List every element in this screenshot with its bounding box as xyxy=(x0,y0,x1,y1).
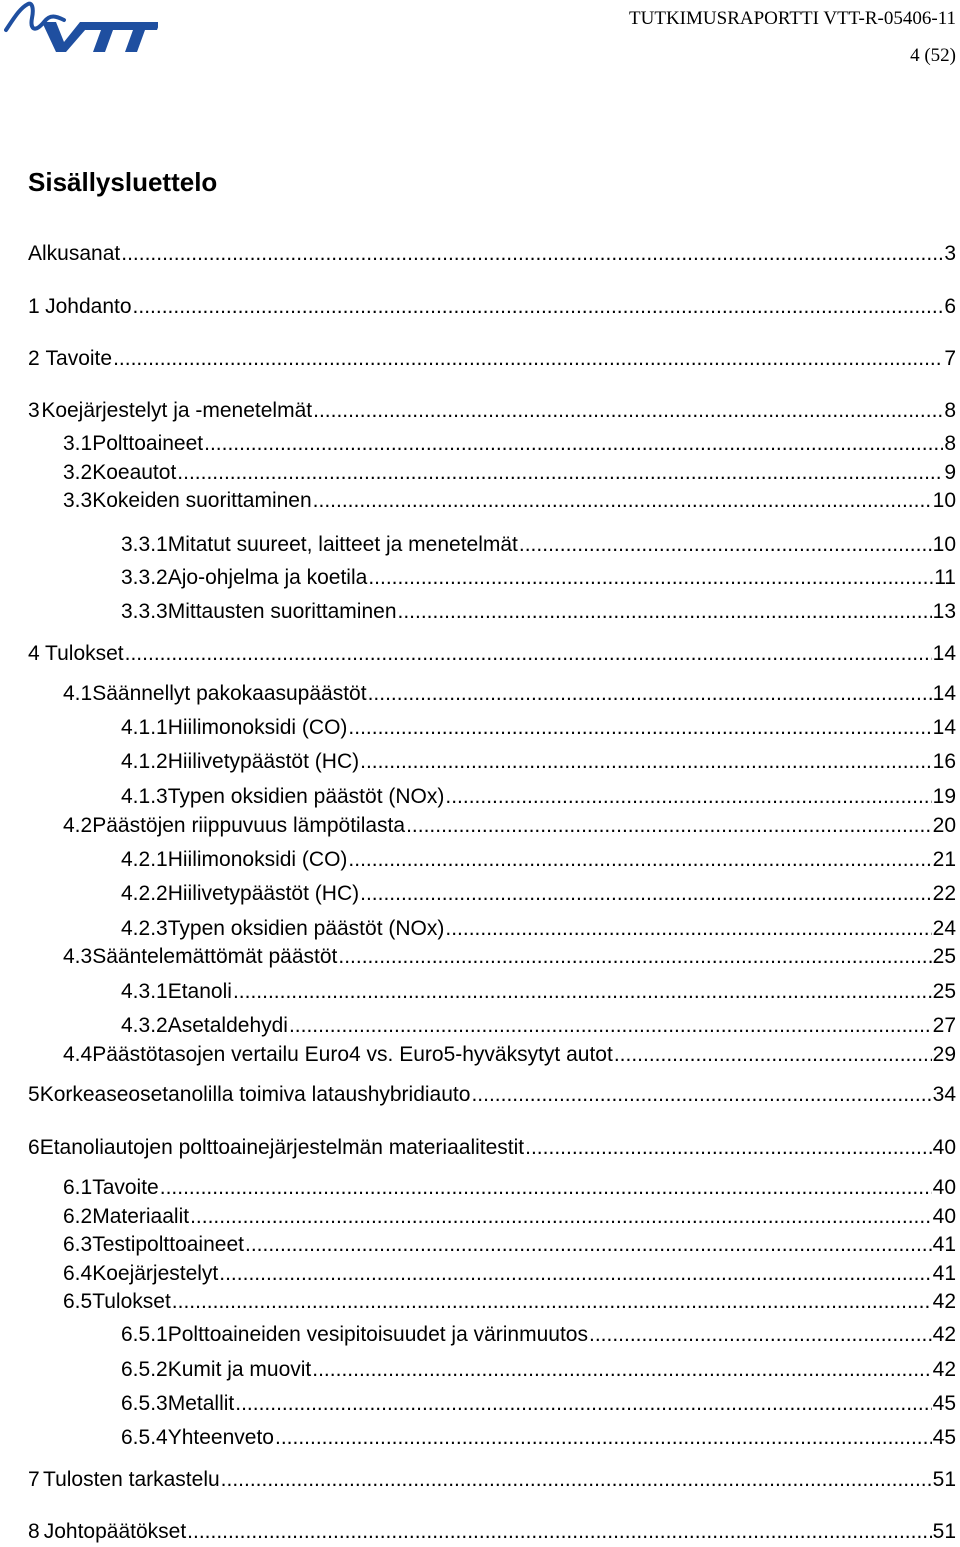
toc-entry-label: Koejärjestelyt xyxy=(92,1262,219,1285)
toc-entry[interactable] xyxy=(0,1259,956,1289)
dot-leader xyxy=(235,1389,931,1419)
toc-entry-label: Testipolttoaineet xyxy=(92,1233,244,1256)
toc-entry-page: 22 xyxy=(932,882,956,905)
toc-entry-label: Alkusanat xyxy=(28,242,121,265)
toc-entry-page: 51 xyxy=(932,1520,956,1543)
toc-entry-number: 4.1.3 xyxy=(121,785,168,808)
dot-leader xyxy=(348,713,931,743)
toc-entry-number: 8 xyxy=(28,1520,40,1543)
toc-entry-number: 6.2 xyxy=(63,1205,93,1228)
toc-entry-number: 3.2 xyxy=(63,461,93,484)
toc-entry-number: 6.3 xyxy=(63,1233,93,1256)
dot-leader xyxy=(471,1080,931,1110)
toc-entry-page: 3 xyxy=(944,242,956,265)
dot-leader xyxy=(221,1465,932,1495)
toc-entry-label: Tavoite xyxy=(92,1176,159,1199)
toc-entry-page: 9 xyxy=(944,461,956,484)
dot-leader xyxy=(368,679,932,709)
toc-entry[interactable] xyxy=(0,1080,956,1110)
dot-leader xyxy=(445,782,931,812)
toc-entry-number: 4.3.2 xyxy=(121,1014,168,1037)
toc-entry-number: 3.3.3 xyxy=(121,600,168,623)
dot-leader xyxy=(368,563,933,593)
toc-entry-label: Koeautot xyxy=(92,461,177,484)
toc-entry[interactable] xyxy=(0,239,956,269)
dot-leader xyxy=(289,1011,932,1041)
toc-entry-page: 21 xyxy=(932,848,956,871)
toc-entry-page: 40 xyxy=(932,1205,956,1228)
dot-leader xyxy=(360,879,932,909)
page-title: Sisällysluettelo xyxy=(28,167,218,197)
toc-entry-page: 25 xyxy=(932,980,956,1003)
dot-leader xyxy=(204,429,943,459)
toc-entry-page: 41 xyxy=(932,1262,956,1285)
toc-entry[interactable] xyxy=(0,914,956,944)
toc-entry-page: 24 xyxy=(932,917,956,940)
toc-entry-label: Yhteenveto xyxy=(167,1426,274,1449)
toc-entry-label: Hiilivetypäästöt (HC) xyxy=(167,882,360,905)
toc-entry-number: 2 xyxy=(28,347,40,370)
toc-entry[interactable] xyxy=(0,1173,956,1203)
toc-entry[interactable] xyxy=(0,530,956,560)
dot-leader xyxy=(398,597,932,627)
toc-entry[interactable] xyxy=(0,292,956,322)
toc-entry-label: Etanoliautojen polttoainejärjestelmän materiaalitestit xyxy=(39,1136,525,1159)
toc-entry[interactable] xyxy=(0,747,956,777)
toc-entry[interactable] xyxy=(0,811,956,841)
toc-entry-page: 45 xyxy=(932,1392,956,1415)
dot-leader xyxy=(190,1202,932,1232)
toc-entry[interactable] xyxy=(0,1465,956,1495)
toc-entry-number: 4.4 xyxy=(63,1043,93,1066)
toc-entry[interactable] xyxy=(0,679,956,709)
toc-entry[interactable] xyxy=(0,713,956,743)
dot-leader xyxy=(121,239,943,269)
toc-entry-number: 4 xyxy=(28,642,40,665)
dot-leader xyxy=(312,1355,931,1385)
toc-entry-number: 4.1 xyxy=(63,682,93,705)
toc-entry-page: 42 xyxy=(932,1323,956,1346)
toc-entry-page: 41 xyxy=(932,1233,956,1256)
toc-entry[interactable] xyxy=(0,942,956,972)
dot-leader xyxy=(614,1040,932,1070)
toc-entry-number: 3 xyxy=(28,399,40,422)
dot-leader xyxy=(245,1230,932,1260)
toc-entry-number: 3.1 xyxy=(63,432,93,455)
toc-entry[interactable] xyxy=(0,344,956,374)
dot-leader xyxy=(233,977,932,1007)
toc-entry-label: Mittausten suorittaminen xyxy=(167,600,397,623)
toc-entry-page: 14 xyxy=(932,682,956,705)
dot-leader xyxy=(113,344,943,374)
toc-entry-label: Hiilimonoksidi (CO) xyxy=(167,848,348,871)
toc-entry-page: 40 xyxy=(932,1176,956,1199)
toc-entry-label: Johdanto xyxy=(45,295,132,318)
dot-leader xyxy=(275,1423,932,1453)
toc-entry-page: 45 xyxy=(932,1426,956,1449)
dot-leader xyxy=(445,914,931,944)
dot-leader xyxy=(125,639,932,669)
toc-entry[interactable] xyxy=(0,396,956,426)
toc-entry-label: Typen oksidien päästöt (NOx) xyxy=(167,917,445,940)
toc-entry[interactable] xyxy=(0,1202,956,1232)
toc-entry-number: 5 xyxy=(28,1083,40,1106)
toc-entry[interactable] xyxy=(0,1011,956,1041)
toc-entry-number: 6.5 xyxy=(63,1290,93,1313)
toc-entry-number: 7 xyxy=(28,1468,40,1491)
toc-entry-number: 1 xyxy=(28,295,40,318)
toc-entry-number: 4.1.2 xyxy=(121,750,168,773)
dot-leader xyxy=(360,747,932,777)
toc-entry-number: 4.2.2 xyxy=(121,882,168,905)
toc-entry[interactable] xyxy=(0,429,956,459)
dot-leader xyxy=(219,1259,931,1289)
toc-entry[interactable] xyxy=(0,1423,956,1453)
toc-entry[interactable] xyxy=(0,1133,956,1163)
toc-entry-number: 6.5.3 xyxy=(121,1392,168,1415)
toc-entry-number: 4.1.1 xyxy=(121,716,168,739)
dot-leader xyxy=(187,1517,931,1547)
dot-leader xyxy=(160,1173,932,1203)
dot-leader xyxy=(589,1320,932,1350)
toc-entry-page: 11 xyxy=(934,566,956,589)
toc-entry-label: Tulokset xyxy=(92,1290,171,1313)
toc-entry-label: Kumit ja muovit xyxy=(167,1358,312,1381)
toc-entry-page: 40 xyxy=(932,1136,956,1159)
toc-entry-number: 3.3 xyxy=(63,489,93,512)
toc-entry-page: 8 xyxy=(944,399,956,422)
toc-entry-label: Tulosten tarkastelu xyxy=(43,1468,220,1491)
toc-entry[interactable] xyxy=(0,1230,956,1260)
toc-entry-page: 42 xyxy=(932,1290,956,1313)
toc-entry[interactable] xyxy=(0,977,956,1007)
toc-entry-number: 4.2.1 xyxy=(121,848,168,871)
toc-entry-label: Polttoaineet xyxy=(92,432,204,455)
toc-entry-number: 3.3.2 xyxy=(121,566,168,589)
dot-leader xyxy=(338,942,931,972)
toc-entry-label: Mitatut suureet, laitteet ja menetelmät xyxy=(167,533,518,556)
toc-entry[interactable] xyxy=(0,1355,956,1385)
dot-leader xyxy=(313,396,943,426)
toc-entry-label: Kokeiden suorittaminen xyxy=(92,489,312,512)
toc-entry-page: 51 xyxy=(932,1468,956,1491)
toc-entry-label: Typen oksidien päästöt (NOx) xyxy=(167,785,445,808)
toc-entry-number: 4.3 xyxy=(63,945,93,968)
toc-entry[interactable] xyxy=(0,879,956,909)
toc-entry-page: 42 xyxy=(932,1358,956,1381)
toc-entry[interactable] xyxy=(0,845,956,875)
toc-entry-label: Koejärjestelyt ja -menetelmät xyxy=(41,399,313,422)
dot-leader xyxy=(519,530,932,560)
toc-entry-label: Päästöjen riippuvuus lämpötilasta xyxy=(92,814,406,837)
toc-entry[interactable] xyxy=(0,782,956,812)
toc-entry-label: Johtopäätökset xyxy=(43,1520,187,1543)
toc-entry[interactable] xyxy=(0,1320,956,1350)
toc-entry-label: Korkeaseosetanolilla toimiva lataushybridiauto xyxy=(39,1083,471,1106)
toc-entry-label: Materiaalit xyxy=(92,1205,190,1228)
dot-leader xyxy=(348,845,931,875)
toc-entry[interactable] xyxy=(0,486,956,516)
toc-entry[interactable] xyxy=(0,1517,956,1547)
dot-leader xyxy=(133,292,944,322)
toc-entry-label: Hiilivetypäästöt (HC) xyxy=(167,750,360,773)
page-indicator: 4 (52) xyxy=(910,45,956,66)
dot-leader xyxy=(172,1287,932,1317)
toc-entry-page: 13 xyxy=(932,600,956,623)
toc-entry-label: Sääntelemättömät päästöt xyxy=(92,945,338,968)
toc-entry-number: 6.1 xyxy=(63,1176,93,1199)
toc-entry-page: 25 xyxy=(932,945,956,968)
toc-entry-number: 6.4 xyxy=(63,1262,93,1285)
toc-entry-page: 8 xyxy=(944,432,956,455)
toc-entry-label: Etanoli xyxy=(167,980,232,1003)
toc-entry[interactable] xyxy=(0,1040,956,1070)
toc-entry-page: 6 xyxy=(944,295,956,318)
report-id: TUTKIMUSRAPORTTI VTT-R-05406-11 xyxy=(629,8,956,29)
toc-entry-label: Ajo-ohjelma ja koetila xyxy=(167,566,368,589)
toc-entry-page: 14 xyxy=(932,642,956,665)
toc-entry-page: 7 xyxy=(944,347,956,370)
toc-entry-page: 19 xyxy=(932,785,956,808)
toc-entry-page: 34 xyxy=(932,1083,956,1106)
toc-entry[interactable] xyxy=(0,597,956,627)
toc-entry[interactable] xyxy=(0,1287,956,1317)
toc-entry[interactable] xyxy=(0,1389,956,1419)
toc-entry-label: Tulokset xyxy=(45,642,124,665)
toc-entry-page: 10 xyxy=(932,533,956,556)
toc-entry[interactable] xyxy=(0,639,956,669)
toc-entry-page: 16 xyxy=(932,750,956,773)
dot-leader xyxy=(177,458,943,488)
toc-entry-label: Asetaldehydi xyxy=(167,1014,288,1037)
toc-entry-number: 6 xyxy=(28,1136,40,1159)
toc-entry-label: Polttoaineiden vesipitoisuudet ja värinmuutos xyxy=(167,1323,588,1346)
toc-entry-page: 27 xyxy=(932,1014,956,1037)
toc-entry-number: 4.2.3 xyxy=(121,917,168,940)
toc-entry-label: Metallit xyxy=(167,1392,235,1415)
toc-entry-page: 14 xyxy=(932,716,956,739)
toc-entry-page: 29 xyxy=(932,1043,956,1066)
dot-leader xyxy=(525,1133,932,1163)
toc-entry-label: Päästötasojen vertailu Euro4 vs. Euro5-hyväksytyt autot xyxy=(92,1043,613,1066)
toc-entry[interactable] xyxy=(0,563,956,593)
toc-entry-label: Hiilimonoksidi (CO) xyxy=(167,716,348,739)
dot-leader xyxy=(313,486,932,516)
toc-entry-number: 4.2 xyxy=(63,814,93,837)
toc-entry-number: 6.5.1 xyxy=(121,1323,168,1346)
toc-entry-number: 4.3.1 xyxy=(121,980,168,1003)
toc-entry[interactable] xyxy=(0,458,956,488)
toc-entry-page: 10 xyxy=(932,489,956,512)
toc-entry-number: 6.5.4 xyxy=(121,1426,168,1449)
toc-entry-number: 6.5.2 xyxy=(121,1358,168,1381)
dot-leader xyxy=(406,811,932,841)
toc-entry-page: 20 xyxy=(932,814,956,837)
toc-entry-label: Tavoite xyxy=(45,347,113,370)
toc-entry-number: 3.3.1 xyxy=(121,533,168,556)
toc-entry-label: Säännellyt pakokaasupäästöt xyxy=(92,682,367,705)
